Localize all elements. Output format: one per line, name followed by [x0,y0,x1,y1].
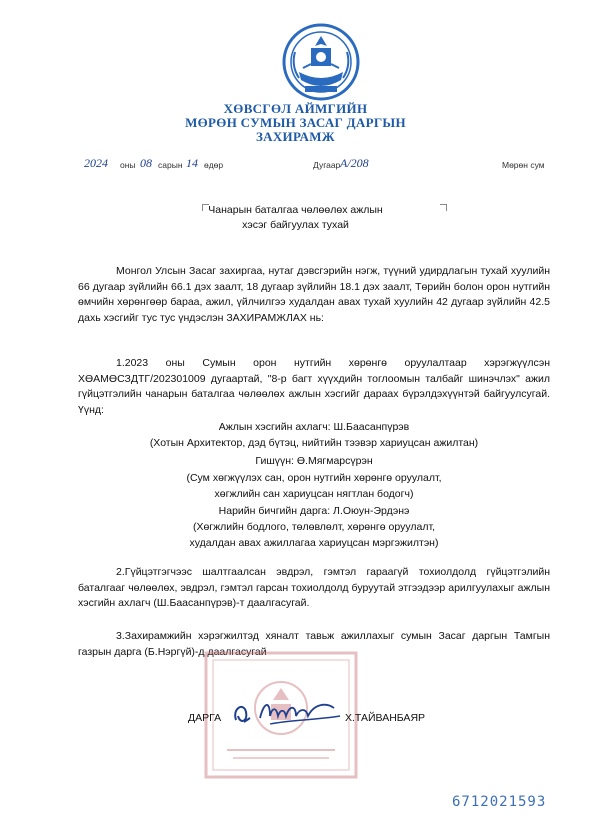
date-row [84,156,554,174]
member-line: Нарийн бичгийн дарга: Л.Оюун-Эрдэнэ [218,505,410,517]
header-line-1: ХӨВСГӨЛ АЙМГИЙН [223,101,368,116]
date-month-suffix: сарын [158,160,183,170]
member-line: (Хотын Архитектор, дэд бүтэц, нийтийн тээвэр хариуцсан ажилтан) [149,437,479,449]
item-3: 3.Захирамжийн хэрэгжилтэд хяналт тавьж ажиллахыг сумын Засаг даргын Тамгын газрын дарга (Б.Нэргүй)-д даалгасугай [78,630,550,658]
member-line: хөгжлийн сан хариуцсан нягтлан бодогч) [214,488,414,500]
date-year: 2024 [84,156,108,170]
place: Мөрөн сум [502,160,545,170]
state-emblem [281,22,361,106]
number-label: Дугаар [313,160,341,170]
member-line: Ажлын хэсгийн ахлагч: Ш.Баасанпүрэв [218,421,410,433]
signatory-name: Х.ТАЙВАНБАЯР [345,712,426,724]
header-line-2: МӨРӨН СУМЫН ЗАСАГ ДАРГЫН [185,115,406,130]
member-line: худалдан авах ажиллагаа хариуцсан мэргэжилтэн) [189,537,439,549]
serial-number: 6712021593 [452,794,547,810]
date-month: 08 [140,156,152,170]
handwritten-signature [230,694,348,730]
intro-paragraph: Монгол Улсын Засаг захиргаа, нутаг дэвсгэрийн нэгж, түүний удирдлагын тухай хуулийн 66 дугаар зүйлийн 66.1 дэх заалт, 18 дугаар зүйлийн 18.1 дэх заалт, Төрийн болон орон нутгийн өмчийн хөрөнгөөр бараа, ажил, үйлчилгээ худалдан авах тухай хуулийн 42 дугаар зүйлийн 42.5 дахь хэсгийг тус тус үндэслэн ЗАХИРАМЖЛАХ нь: [78,265,550,324]
member-line: Гишүүн: Ө.Мягмарсүрэн [255,455,373,467]
title-line-2: хэсэг байгуулах тухай [242,219,349,231]
signatory-title: ДАРГА [188,712,222,724]
date-day-suffix: өдөр [204,160,224,170]
member-line: (Хөгжлийн бодлого, төлөвлөлт, хөрөнгө оруулалт, [192,521,436,533]
header-line-3: ЗАХИРАМЖ [256,129,335,144]
date-year-suffix: оны [120,160,136,170]
member-line: (Сум хөгжүүлэх сан, орон нутгийн хөрөнгө оруулалт, [186,472,442,484]
date-day: 14 [186,156,198,170]
item-2: 2.Гүйцэтгэгчээс шалтгаалсан эвдрэл, гэмтэл гараагүй тохиолдолд гүйцэтгэлийн баталгааг чөлөөлөх, эвдрэл, гэмтэл гарсан тохиолдолд буруутай этгээдээр арилгуулахыг ажлын хэсгийн ахлагч (Ш.Баасанпүрэв)-т даалгасугай. [78,566,550,609]
document-number: А/208 [340,156,369,170]
item-1: 1.2023 оны Сумын орон нутгийн хөрөнгө оруулалтаар хэрэгжүүлсэн ХӨАМӨСЗДТГ/202301009 дугаартай, "8-р багт хүүхдийн тоглоомын талбайг шинэчлэх" ажил гүйцэтгэлийн чанарын баталгаа чөлөөлөх ажлын хэсгийг дараах бүрэлдэхүүнтэй байгуулсугай. Үүнд: [78,357,550,416]
title-line-1: Чанарын баталгаа чөлөөлөх ажлын [208,204,383,216]
